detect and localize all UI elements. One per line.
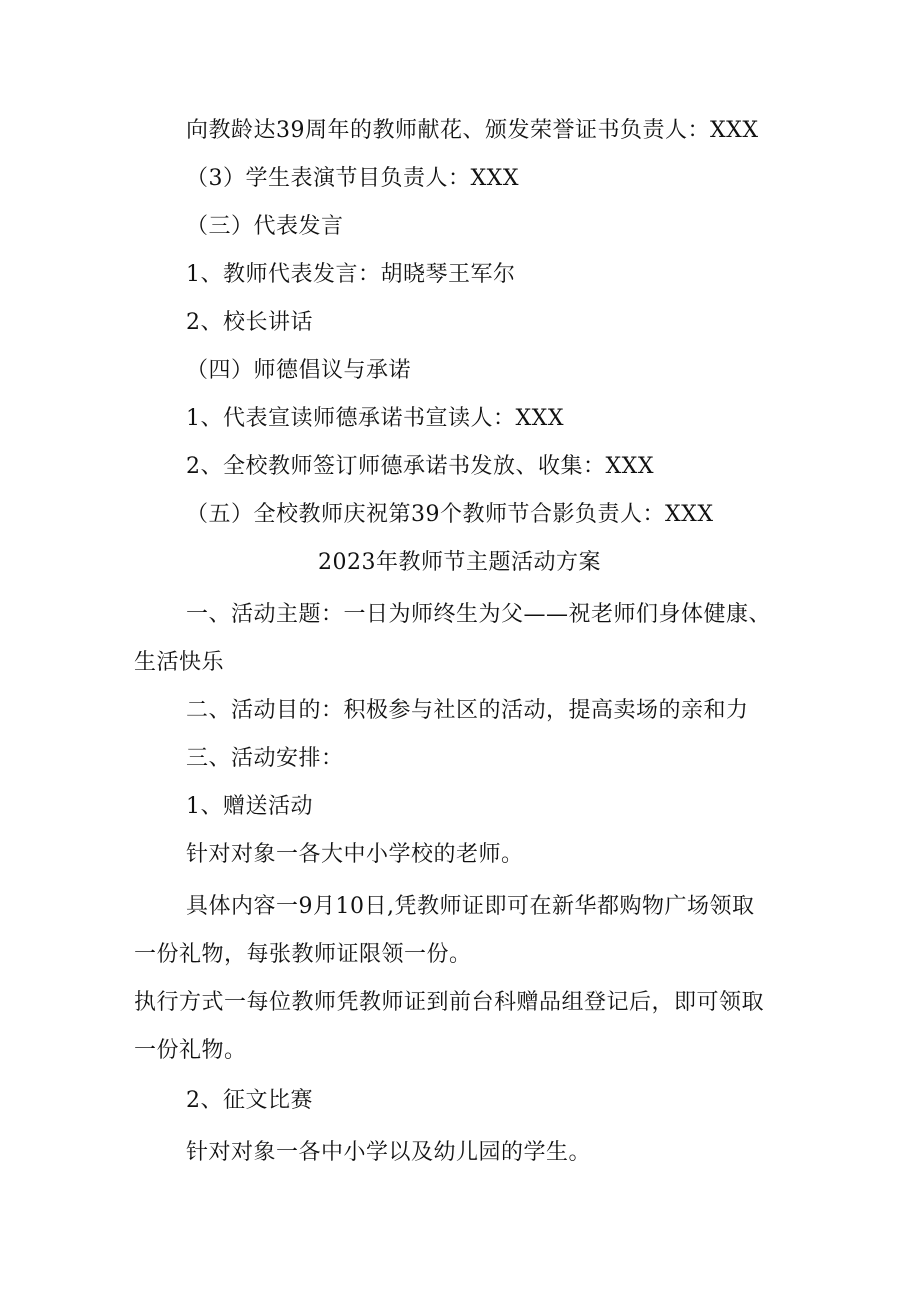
text-line: 具体内容一9月10日,凭教师证即可在新华都购物广场领取: [186, 894, 755, 919]
text-line: 生活快乐: [134, 650, 225, 675]
text-line: 一、活动主题：一日为师终生为父——祝老师们身体健康、: [186, 602, 772, 627]
text-line: 针对对象一各中小学以及幼儿园的学生。: [186, 1140, 592, 1165]
text-line: 三、活动安排：: [186, 746, 344, 771]
text-line: 2、征文比赛: [186, 1088, 313, 1113]
section-heading: （五）全校教师庆祝第39个教师节合影负责人：XXX: [186, 502, 714, 527]
section-heading: （四）师德倡议与承诺: [186, 358, 412, 383]
text-line: 1、教师代表发言：胡晓琴王军尔: [186, 262, 516, 287]
text-line: 执行方式一每位教师凭教师证到前台科赠品组登记后，即可领取: [134, 990, 765, 1015]
text-line: 一份礼物。: [134, 1038, 247, 1063]
section-heading: （三）代表发言: [186, 214, 344, 239]
text-line: 针对对象一各大中小学校的老师。: [186, 842, 524, 867]
text-line: 1、代表宣读师德承诺书宣读人：XXX: [186, 406, 564, 431]
text-line: 二、活动目的：积极参与社区的活动，提高卖场的亲和力: [186, 698, 749, 723]
text-line: 2、校长讲话: [186, 310, 313, 335]
document-title: 2023年教师节主题活动方案: [318, 550, 601, 575]
text-line: 一份礼物，每张教师证限领一份。: [134, 942, 472, 967]
text-line: 2、全校教师签订师德承诺书发放、收集：XXX: [186, 454, 654, 479]
text-line: （3）学生表演节目负责人：XXX: [186, 166, 519, 191]
text-line: 向教龄达39周年的教师献花、颁发荣誉证书负责人：XXX: [186, 118, 759, 143]
text-line: 1、赠送活动: [186, 794, 313, 819]
